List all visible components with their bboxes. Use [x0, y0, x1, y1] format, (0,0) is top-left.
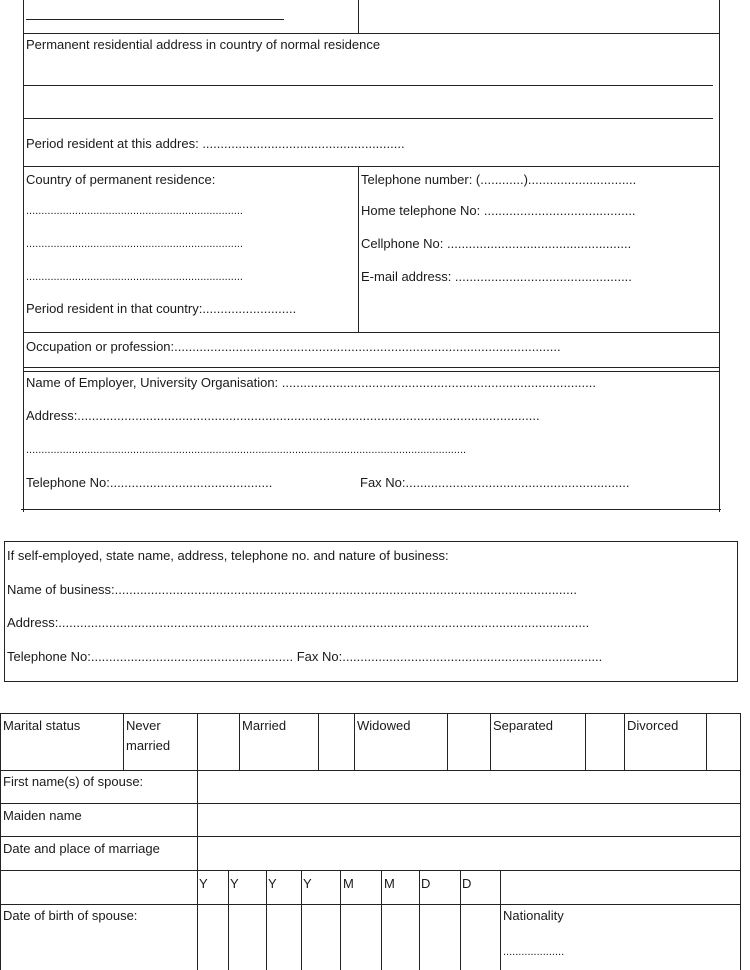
home-telephone-field[interactable]: Home telephone No: ..........................................	[361, 203, 636, 218]
widowed-checkbox[interactable]	[448, 714, 489, 770]
perm-address-line-1[interactable]	[24, 85, 713, 86]
option-divorced: Divorced	[627, 718, 679, 733]
period-country-field[interactable]: Period resident in that country:..........................	[26, 301, 297, 316]
row-divider	[23, 166, 719, 167]
maiden-name-label: Maiden name	[3, 808, 82, 823]
table-top-border	[0, 713, 741, 714]
table-col-line	[239, 713, 240, 770]
marital-status-label: Marital status	[3, 718, 81, 733]
country-line-3[interactable]: .......................................................................	[26, 271, 243, 283]
married-never-checkbox[interactable]	[198, 714, 238, 770]
employer-address-field[interactable]: Address:................................................................................................................................	[26, 408, 540, 423]
telephone-field[interactable]: Telephone number: (............)..............................	[361, 172, 637, 187]
row-divider	[23, 332, 719, 333]
employer-fax-field[interactable]: Fax No:..............................................................	[360, 475, 630, 490]
nationality-field[interactable]: ....................	[503, 946, 565, 958]
spouse-dob-label: Date of birth of spouse:	[3, 908, 138, 923]
spouse-first-names-input[interactable]	[198, 771, 739, 802]
table-col-line	[624, 713, 625, 770]
section-left-border	[23, 0, 24, 512]
table-col-line	[354, 713, 355, 770]
separated-checkbox[interactable]	[586, 714, 623, 770]
occupation-field[interactable]: Occupation or profession:...........................................................................................................	[26, 339, 561, 354]
option-never-married: Never married	[126, 718, 171, 753]
business-name-field[interactable]: Name of business:................................................................................................................................	[7, 582, 577, 597]
employer-field[interactable]: Name of Employer, University Organisation: .......................................................................................	[26, 375, 596, 390]
table-col-line	[490, 713, 491, 770]
table-col-line	[123, 713, 124, 770]
date-letter-y4: Y	[303, 876, 312, 891]
divorced-checkbox[interactable]	[707, 714, 739, 770]
top-signature-line	[26, 19, 284, 20]
section-bottom-border	[21, 509, 721, 510]
row-divider	[23, 367, 719, 368]
nationality-label: Nationality	[503, 908, 564, 923]
row-divider	[23, 33, 719, 34]
maiden-name-input[interactable]	[198, 804, 739, 835]
date-letter-d1: D	[421, 876, 431, 891]
country-line-1[interactable]: .......................................................................	[26, 205, 243, 217]
section-right-border	[719, 0, 720, 512]
employer-address-line-2[interactable]: ................................................................................................................................................	[26, 444, 467, 456]
employer-telephone-field[interactable]: Telephone No:.............................................	[26, 475, 273, 490]
option-separated: Separated	[493, 718, 553, 733]
row-divider	[23, 371, 719, 372]
country-line-2[interactable]: .......................................................................	[26, 238, 243, 250]
spouse-dob-input[interactable]	[198, 905, 499, 969]
business-address-field[interactable]: Address:...................................................................................................................................................	[7, 615, 590, 630]
perm-address-label: Permanent residential address in country of normal residence	[26, 37, 381, 52]
column-divider	[358, 166, 359, 332]
date-letter-m2: M	[384, 876, 395, 891]
period-address-field[interactable]: Period resident at this addres: ........................................................	[26, 136, 405, 151]
country-residence-label: Country of permanent residence:	[26, 172, 216, 187]
date-col-line	[500, 870, 501, 970]
business-tel-fax-field[interactable]: Telephone No:........................................................ Fax No:........................................................................	[7, 649, 603, 664]
date-letter-y3: Y	[268, 876, 277, 891]
table-row-line	[0, 870, 741, 871]
table-left-border	[0, 713, 1, 970]
option-widowed: Widowed	[357, 718, 411, 733]
email-field[interactable]: E-mail address: .................................................	[361, 269, 632, 284]
date-letter-y2: Y	[230, 876, 239, 891]
option-married: Married	[242, 718, 287, 733]
marriage-date-place-label: Date and place of marriage	[3, 841, 160, 856]
table-right-border	[740, 713, 741, 970]
top-divider	[358, 0, 359, 33]
perm-address-line-2[interactable]	[24, 118, 713, 119]
marriage-date-place-input[interactable]	[198, 837, 739, 869]
date-letter-d2: D	[462, 876, 472, 891]
cellphone-field[interactable]: Cellphone No: ...................................................	[361, 236, 632, 251]
spouse-first-names-label: First name(s) of spouse:	[3, 774, 144, 789]
self-employed-heading: If self-employed, state name, address, telephone no. and nature of business:	[7, 548, 449, 563]
date-letter-y1: Y	[199, 876, 208, 891]
married-checkbox[interactable]	[319, 714, 353, 770]
date-letter-m1: M	[343, 876, 354, 891]
